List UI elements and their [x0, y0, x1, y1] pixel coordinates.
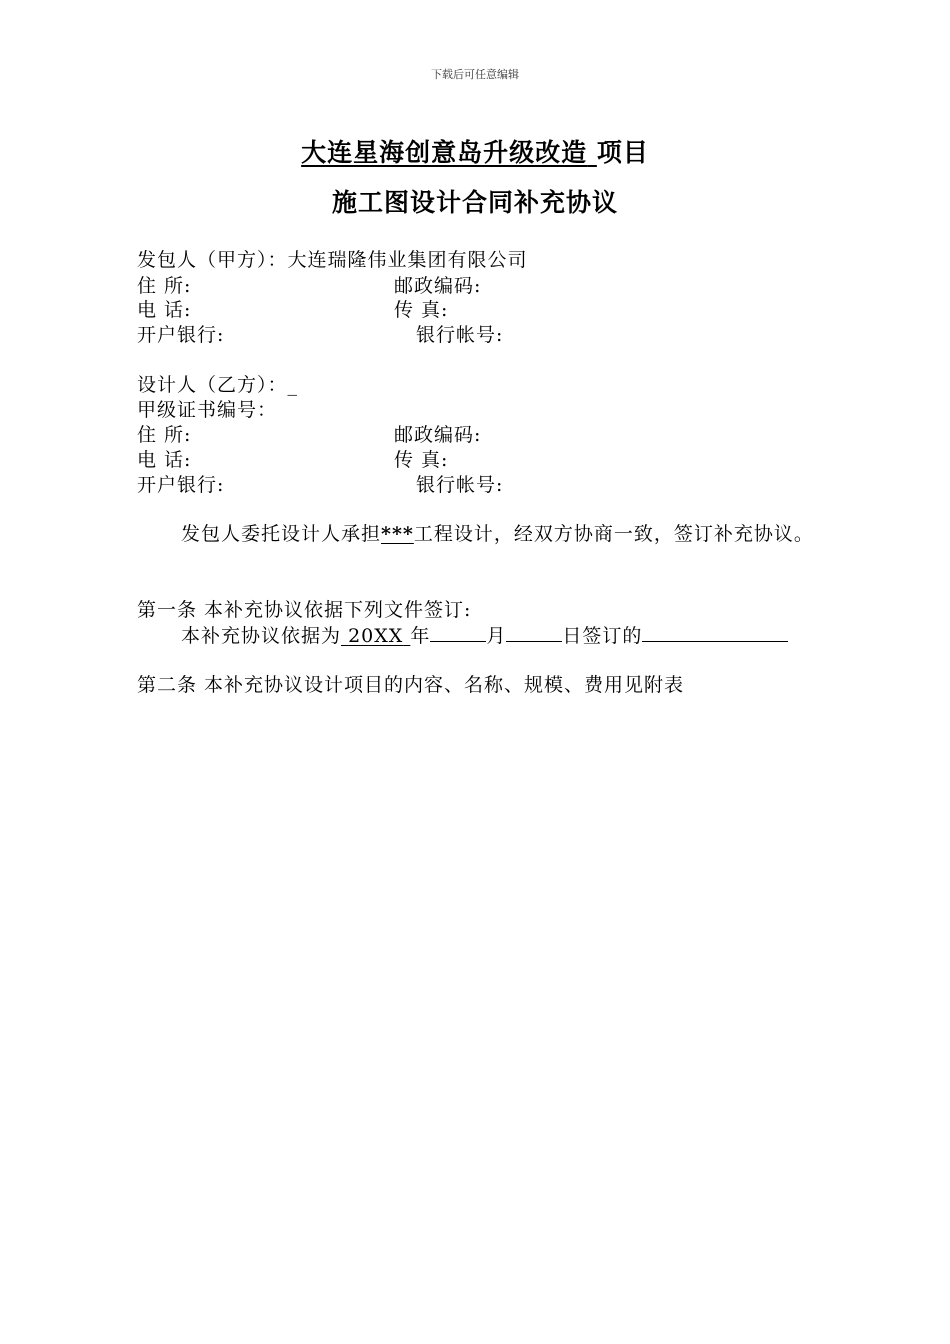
- party-b-postcode-label: 邮政编码:: [394, 424, 482, 446]
- day-blank: [506, 623, 562, 642]
- document-name-blank: [642, 623, 788, 642]
- year-field: 20XX: [348, 625, 404, 647]
- party-a-label: 发包人（甲方）：: [137, 249, 288, 271]
- article-2-heading: 第二条 本补充协议设计项目的内容、名称、规模、费用见附表: [137, 674, 685, 696]
- party-a-account-label: 银行帐号:: [416, 324, 504, 346]
- party-a-name: 大连瑞隆伟业集团有限公司: [287, 249, 528, 271]
- article-1-heading: 第一条 本补充协议依据下列文件签订:: [137, 599, 472, 621]
- month-blank: [430, 623, 486, 642]
- intro-text-before: 发包人委托设计人承担: [181, 523, 382, 545]
- party-b-phone-label: 电 话:: [137, 449, 192, 471]
- party-b-label: 设计人（乙方）：: [137, 374, 288, 396]
- document-title: [0, 133, 950, 169]
- document-subtitle: 施工图设计合同补充协议: [331, 188, 618, 217]
- header-note: 下载后可任意编辑: [431, 68, 519, 81]
- party-a-address-label: 住 所:: [137, 275, 192, 297]
- party-a-fax-label: 传 真:: [394, 299, 449, 321]
- party-a-postcode-label: 邮政编码:: [394, 275, 482, 297]
- party-b-line: [137, 373, 298, 397]
- article-1-basis: [181, 623, 788, 648]
- party-b-address-label: 住 所:: [137, 424, 192, 446]
- year-unit: 年: [410, 625, 431, 647]
- party-a-phone-label: 电 话:: [137, 299, 192, 321]
- intro-text-after: 工程设计，经双方协商一致，签订补充协议。: [413, 523, 814, 545]
- party-a-line: [137, 248, 528, 272]
- project-suffix: 项目: [596, 138, 649, 167]
- project-placeholder: ***: [381, 523, 414, 545]
- basis-prefix: 本补充协议依据为: [181, 625, 342, 647]
- intro-paragraph: [137, 520, 897, 548]
- project-name: 大连星海创意岛升级改造: [301, 138, 588, 167]
- day-suffix: 日签订的: [562, 625, 643, 647]
- party-b-cert-label: 甲级证书编号：: [137, 399, 278, 421]
- party-b-bank-label: 开户银行:: [137, 474, 225, 496]
- party-b-name: _: [287, 374, 299, 396]
- party-b-fax-label: 传 真:: [394, 449, 449, 471]
- month-unit: 月: [486, 625, 507, 647]
- party-a-bank-label: 开户银行:: [137, 324, 225, 346]
- party-b-account-label: 银行帐号:: [416, 474, 504, 496]
